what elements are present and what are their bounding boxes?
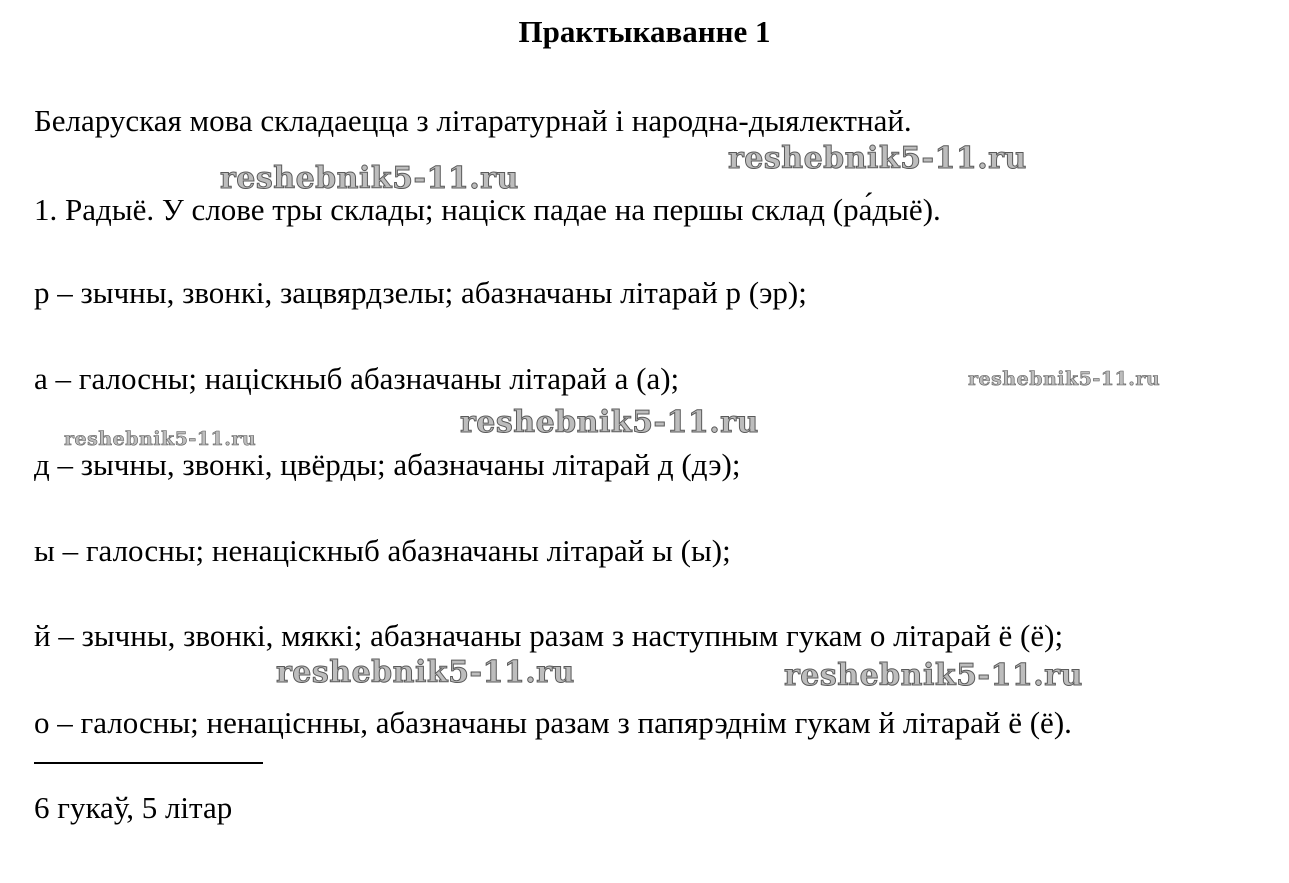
watermark: reshebnik5-11.ru: [784, 658, 1083, 693]
watermark: reshebnik5-11.ru: [728, 141, 1027, 176]
intro-text: Беларуская мова складаецца з літаратурнай і народна-дыялектнай.: [34, 103, 912, 138]
watermark: reshebnik5-11.ru: [968, 368, 1161, 390]
watermark: reshebnik5-11.ru: [64, 428, 257, 450]
watermark: reshebnik5-11.ru: [460, 405, 759, 440]
word-analysis-line: 1. Радыё. У слове тры склады; націск падае на першы склад (ра́дыё).: [34, 192, 941, 227]
watermark: reshebnik5-11.ru: [276, 655, 575, 690]
sound-line-o: о – галосны; ненаціснны, абазначаны разам з папярэднім гукам й літарай ё (ё).: [34, 705, 1072, 740]
summary-divider: [34, 762, 263, 764]
watermark: reshebnik5-11.ru: [220, 161, 519, 196]
summary-text: 6 гукаў, 5 літар: [34, 790, 233, 825]
sound-line-y: ы – галосны; ненаціскныб абазначаны літарай ы (ы);: [34, 533, 731, 568]
sound-line-r: р – зычны, звонкі, зацвярдзелы; абазначаны літарай р (эр);: [34, 275, 807, 310]
page-title: Практыкаванне 1: [518, 14, 771, 49]
sound-line-d: д – зычны, звонкі, цвёрды; абазначаны літарай д (дэ);: [34, 447, 741, 482]
sound-line-a: а – галосны; націскныб абазначаны літарай а (а);: [34, 361, 680, 396]
sound-line-j: й – зычны, звонкі, мяккі; абазначаны разам з наступным гукам о літарай ё (ё);: [34, 618, 1064, 653]
